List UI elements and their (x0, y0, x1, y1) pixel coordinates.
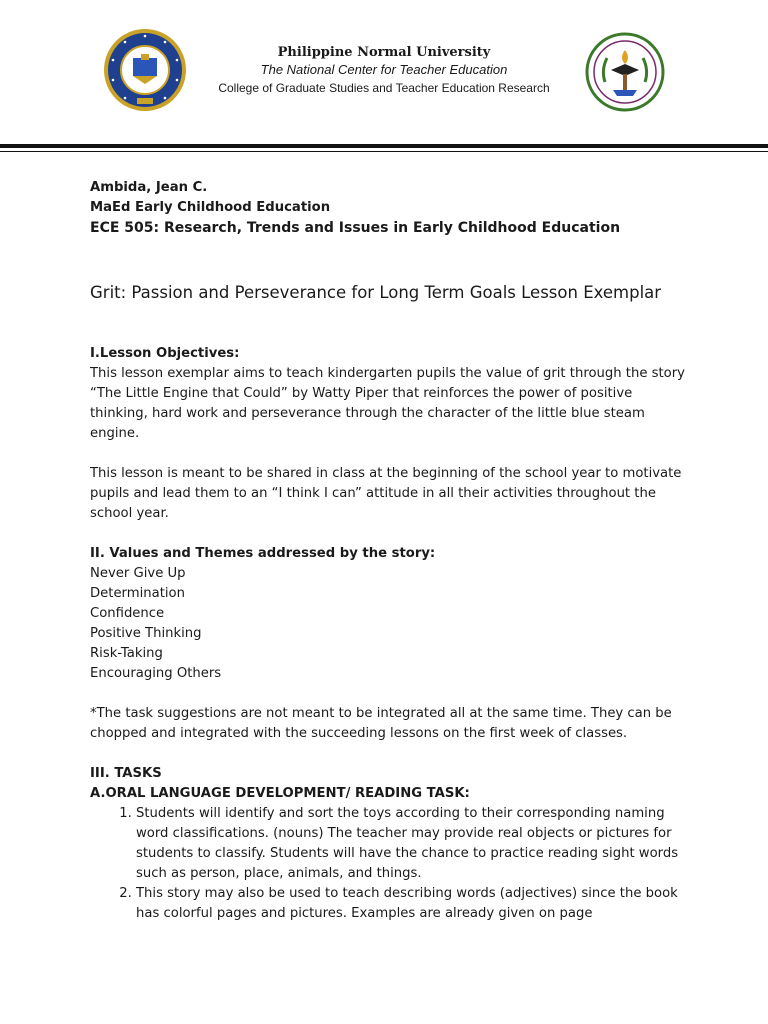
task-list (90, 804, 690, 924)
values-list (90, 564, 690, 684)
oral-language-heading: A.ORAL LANGUAGE DEVELOPMENT/ READING TASK: (90, 786, 470, 801)
letterhead-text (195, 44, 573, 97)
value-item: Never Give Up (90, 566, 186, 581)
objectives-paragraph-1: This lesson exemplar aims to teach kindergarten pupils the value of grit through the story “The Little Engine that Could” by Watty Piper that reinforces the power of positive thinking, hard work and perseverance through the character of the little blue steam engine. (90, 366, 685, 441)
pnu-seal-icon (103, 28, 187, 112)
cgster-seal-icon (585, 32, 665, 112)
task-note: *The task suggestions are not meant to be integrated all at the same time. They can be chopped and integrated with the succeeding lessons on the first week of classes. (90, 706, 672, 741)
task-item: 1. Students will identify and sort the toys according to their corresponding naming word classifications. (nouns) The teacher may provide real objects or pictures for students to classify. Students will have the chance to practice reading sight words such as person, place, animals, and things. (136, 804, 690, 884)
university-name: Philippine Normal University (277, 45, 491, 60)
lesson-title: Grit: Passion and Perseverance for Long Term Goals Lesson Exemplar (90, 283, 662, 302)
header-rule-thick (0, 144, 768, 148)
value-item: Determination (90, 586, 185, 601)
objectives-heading: I.Lesson Objectives: (90, 346, 240, 361)
tasks-heading: III. TASKS (90, 766, 162, 781)
header-rule-thin (0, 151, 768, 152)
task-item: 2. This story may also be used to teach describing words (adjectives) since the book has colorful pages and pictures. Examples are already given on page (136, 884, 690, 924)
value-item: Risk-Taking (90, 646, 163, 661)
author-program: MaEd Early Childhood Education (90, 200, 331, 215)
document-body (90, 178, 690, 924)
value-item: Positive Thinking (90, 626, 202, 641)
letterhead (0, 0, 768, 150)
author-name: Ambida, Jean C. (90, 180, 208, 195)
values-heading: II. Values and Themes addressed by the story: (90, 546, 436, 561)
course-title: ECE 505: Research, Trends and Issues in Early Childhood Education (90, 220, 621, 236)
objectives-paragraph-2: This lesson is meant to be shared in class at the beginning of the school year to motivate pupils and lead them to an “I think I can” attitude in all their activities throughout the school year. (90, 466, 682, 521)
college-name: College of Graduate Studies and Teacher Education Research (218, 81, 550, 95)
university-tagline: The National Center for Teacher Education (260, 62, 508, 77)
value-item: Confidence (90, 606, 165, 621)
value-item: Encouraging Others (90, 666, 222, 681)
